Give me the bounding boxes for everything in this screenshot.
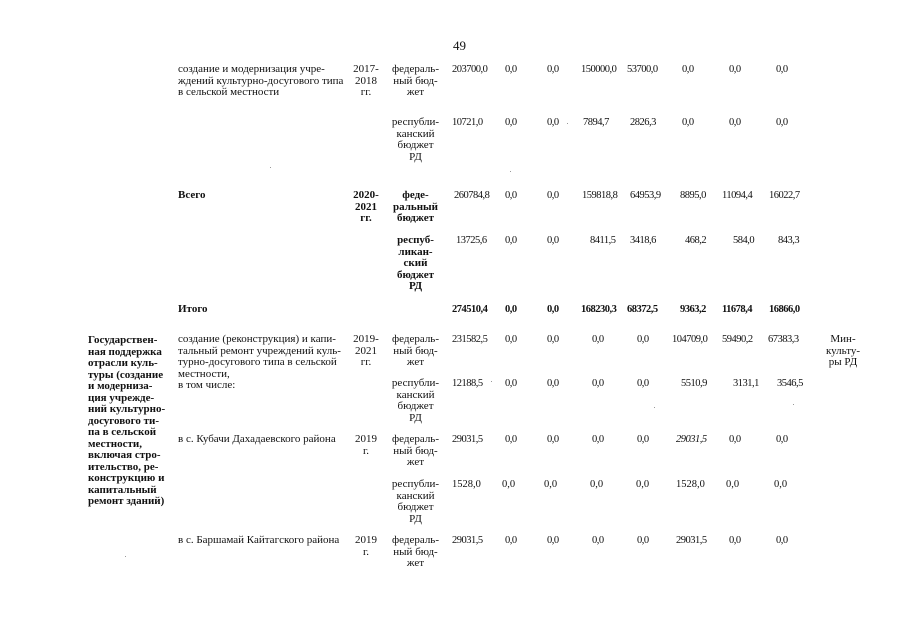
row-7-name: в с. Кубачи Дахадаевского района xyxy=(178,433,336,445)
row-0-val-7: 0,0 xyxy=(776,64,788,75)
row-6-name: в том числе: xyxy=(178,379,236,391)
row-6-val-5: 5510,9 xyxy=(681,378,707,389)
row-0-val-4: 53700,0 xyxy=(627,64,658,75)
row-5-val-3: 0,0 xyxy=(592,334,604,345)
row-5-period: 2019- 2021 гг. xyxy=(353,333,379,368)
row-9-val-0: 29031,5 xyxy=(452,535,483,546)
row-4-val-2: 0,0 xyxy=(547,304,559,315)
page-number: 49 xyxy=(453,38,466,53)
row-4-val-3: 168230,3 xyxy=(581,304,617,315)
row-7-val-2: 0,0 xyxy=(547,434,559,445)
row-7-val-5: 29031,5 xyxy=(676,434,707,445)
scan-speck xyxy=(654,407,655,408)
row-3-val-4: 3418,6 xyxy=(630,235,656,246)
scan-speck xyxy=(793,404,794,405)
row-8-source: республи- канский бюджет РД xyxy=(391,478,440,525)
row-8-val-0: 1528,0 xyxy=(452,479,481,490)
row-3-val-1: 0,0 xyxy=(505,235,517,246)
row-7-period: 2019 г. xyxy=(355,433,377,457)
row-1-val-7: 0,0 xyxy=(776,117,788,128)
scan-speck xyxy=(510,171,511,172)
scan-speck xyxy=(567,123,568,124)
row-6-val-4: 0,0 xyxy=(637,378,649,389)
row-2-val-1: 0,0 xyxy=(505,190,517,201)
row-4-val-1: 0,0 xyxy=(505,304,517,315)
row-7-val-0: 29031,5 xyxy=(452,434,483,445)
row-1-val-5: 0,0 xyxy=(682,117,694,128)
row-7-source: федераль- ный бюд- жет xyxy=(392,433,439,468)
row-3-val-2: 0,0 xyxy=(547,235,559,246)
row-2-val-3: 159818,8 xyxy=(582,190,618,201)
executor-cell: Мин- культу- ры РД xyxy=(825,333,861,368)
row-5-val-7: 67383,3 xyxy=(768,334,799,345)
row-5-val-0: 231582,5 xyxy=(452,334,488,345)
row-8-val-3: 0,0 xyxy=(590,479,604,490)
scan-speck xyxy=(491,381,492,382)
row-3-val-3: 8411,5 xyxy=(590,235,616,246)
row-9-val-1: 0,0 xyxy=(505,535,517,546)
row-2-val-7: 16022,7 xyxy=(769,190,800,201)
row-2-period: 2020- 2021 гг. xyxy=(353,189,379,224)
row-1-val-0: 10721,0 xyxy=(452,117,483,128)
row-0-val-5: 0,0 xyxy=(682,64,694,75)
row-7-val-6: 0,0 xyxy=(729,434,741,445)
row-3-val-0: 13725,6 xyxy=(456,235,487,246)
row-1-val-6: 0,0 xyxy=(729,117,741,128)
row-5-val-2: 0,0 xyxy=(547,334,559,345)
row-0-val-2: 0,0 xyxy=(547,64,559,75)
row-0-name: создание и модернизация учре- ждений культурно-досугового типа в сельской местности xyxy=(178,63,344,98)
row-8-val-5: 1528,0 xyxy=(676,479,705,490)
row-4-val-4: 68372,5 xyxy=(627,304,658,315)
row-8-val-2: 0,0 xyxy=(544,479,558,490)
row-2-source: феде- ральный бюджет xyxy=(393,189,438,224)
row-2-val-2: 0,0 xyxy=(547,190,559,201)
row-9-val-5: 29031,5 xyxy=(676,535,707,546)
row-0-val-6: 0,0 xyxy=(729,64,741,75)
row-4-val-6: 11678,4 xyxy=(722,304,753,315)
row-6-val-2: 0,0 xyxy=(547,378,559,389)
row-4-val-7: 16866,0 xyxy=(769,304,800,315)
row-5-name: создание (реконструкция) и капи- тальный ремонт учреждений куль- турно-досугового типа в сельской местности, xyxy=(178,333,341,380)
row-2-val-0: 260784,8 xyxy=(454,190,490,201)
program-title: Государствен- ная поддержка отрасли куль- туры (создание и модерниза- ция учрежде- ний культурно- досугового ти- па в сельской местности, включая стро- ительство, ре- конструкцию и капитальный ремонт зданий) xyxy=(88,334,166,507)
row-5-val-4: 0,0 xyxy=(637,334,649,345)
row-3-val-5: 468,2 xyxy=(685,235,707,246)
row-2-name: Всего xyxy=(178,189,206,201)
row-9-val-7: 0,0 xyxy=(776,535,788,546)
row-6-val-7: 3546,5 xyxy=(777,378,803,389)
row-5-val-6: 59490,2 xyxy=(722,334,753,345)
row-3-val-6: 584,0 xyxy=(733,235,755,246)
row-9-source: федераль- ный бюд- жет xyxy=(392,534,439,569)
row-2-val-5: 8895,0 xyxy=(680,190,706,201)
row-3-source: респуб- ликан- ский бюджет РД xyxy=(397,234,434,292)
row-0-val-1: 0,0 xyxy=(505,64,517,75)
row-5-val-5: 104709,0 xyxy=(672,334,708,345)
row-5-source: федераль- ный бюд- жет xyxy=(392,333,439,368)
row-4-name: Итого xyxy=(178,303,208,315)
row-6-val-3: 0,0 xyxy=(592,378,604,389)
row-4-val-0: 274510,4 xyxy=(452,304,488,315)
row-7-val-4: 0,0 xyxy=(637,434,649,445)
row-8-val-1: 0,0 xyxy=(502,479,516,490)
row-4-val-5: 9363,2 xyxy=(680,304,706,315)
row-0-period: 2017- 2018 гг. xyxy=(353,63,379,98)
scan-speck xyxy=(270,167,271,168)
row-9-val-3: 0,0 xyxy=(592,535,604,546)
row-9-val-4: 0,0 xyxy=(637,535,649,546)
row-7-val-3: 0,0 xyxy=(592,434,604,445)
row-9-val-6: 0,0 xyxy=(729,535,741,546)
row-1-val-2: 0,0 xyxy=(547,117,559,128)
row-5-val-1: 0,0 xyxy=(505,334,517,345)
row-6-val-0: 12188,5 xyxy=(452,378,483,389)
row-1-val-4: 2826,3 xyxy=(630,117,656,128)
row-7-val-1: 0,0 xyxy=(505,434,517,445)
row-0-source: федераль- ный бюд- жет xyxy=(392,63,439,98)
row-0-val-3: 150000,0 xyxy=(581,64,617,75)
row-6-val-1: 0,0 xyxy=(505,378,517,389)
row-1-val-3: 7894,7 xyxy=(583,117,609,128)
row-6-source: республи- канский бюджет РД xyxy=(391,377,440,424)
row-0-val-0: 203700,0 xyxy=(452,64,488,75)
row-9-period: 2019 г. xyxy=(355,534,377,558)
row-2-val-4: 64953,9 xyxy=(630,190,661,201)
row-3-val-7: 843,3 xyxy=(778,235,800,246)
row-9-val-2: 0,0 xyxy=(547,535,559,546)
row-2-val-6: 11094,4 xyxy=(722,190,753,201)
row-9-name: в с. Баршамай Кайтагского района xyxy=(178,534,340,546)
row-7-val-7: 0,0 xyxy=(776,434,788,445)
row-8-val-4: 0,0 xyxy=(636,479,650,490)
row-8-val-7: 0,0 xyxy=(774,479,788,490)
row-6-val-6: 3131,1 xyxy=(733,378,759,389)
row-1-source: республи- канский бюджет РД xyxy=(391,116,440,163)
scan-speck xyxy=(125,556,126,557)
row-8-val-6: 0,0 xyxy=(726,479,740,490)
row-1-val-1: 0,0 xyxy=(505,117,517,128)
